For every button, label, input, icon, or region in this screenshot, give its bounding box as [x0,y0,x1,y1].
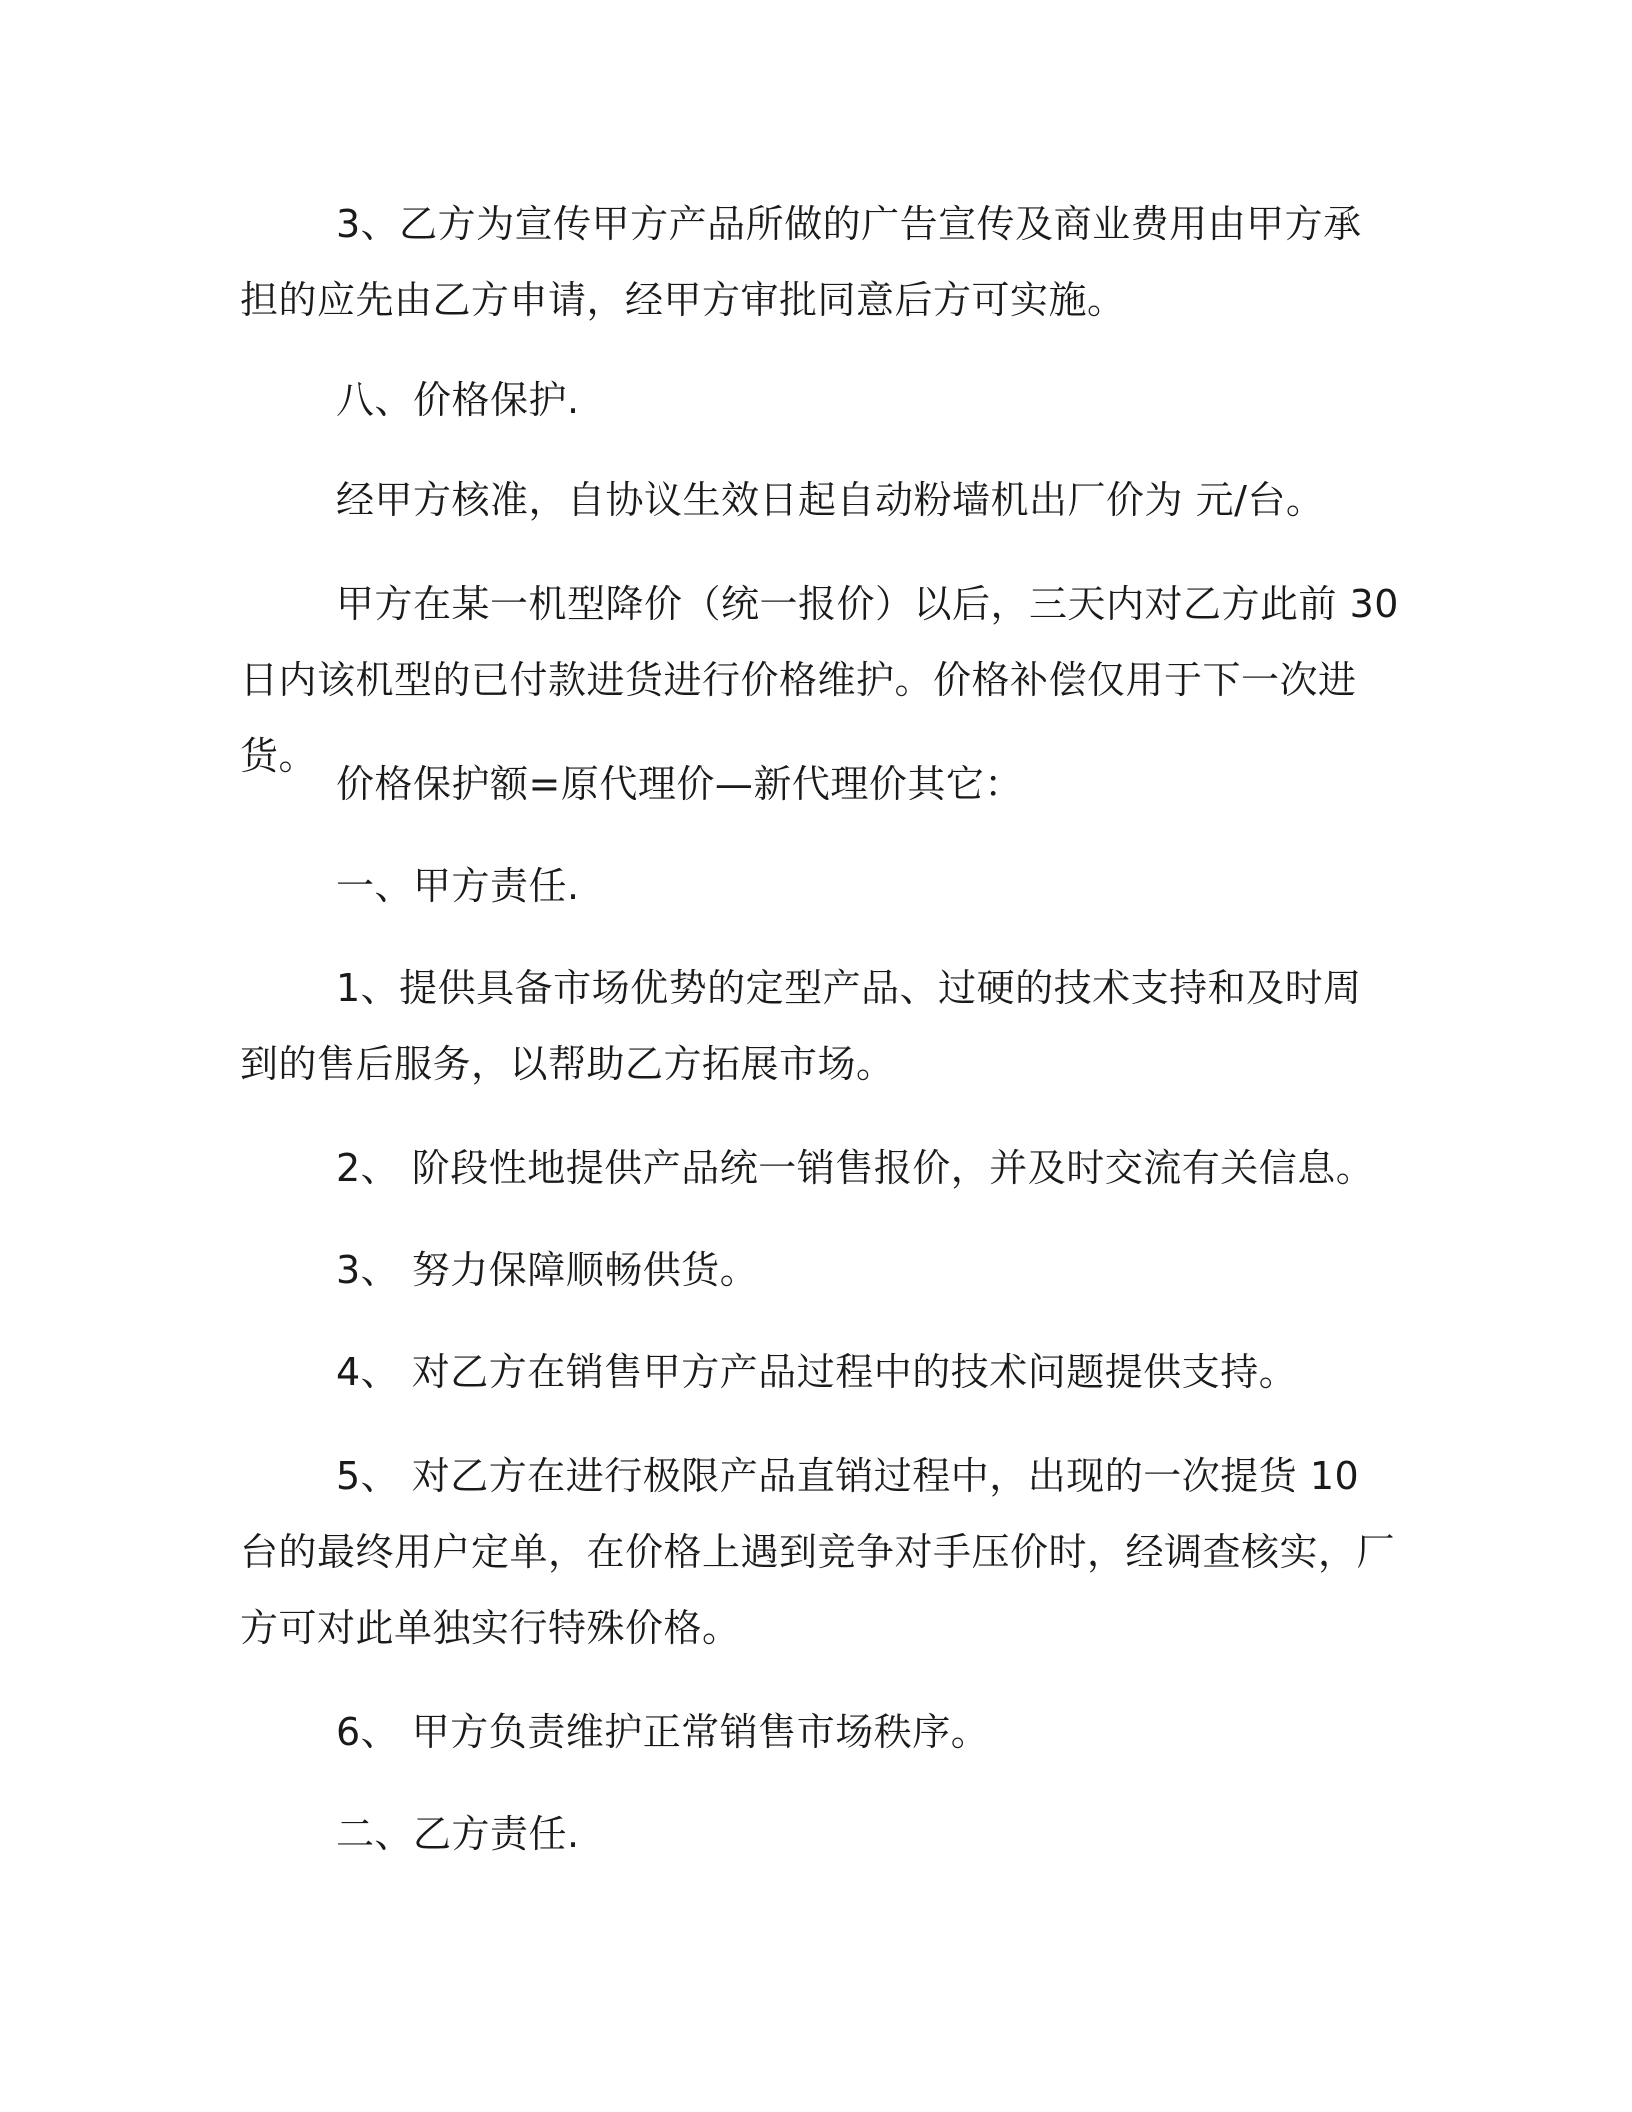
heading-party-b-responsibility: 二、乙方责任. [336,1812,580,1856]
paragraph-price-protection-formula: 价格保护额=原代理价—新代理价其它： [336,762,1023,806]
paragraph-a-item-2: 2、 阶段性地提供产品统一销售报价，并及时交流有关信息。 [336,1146,1375,1190]
paragraph-advertising-cost: 3、乙方为宣传甲方产品所做的广告宣传及商业费用由甲方承担的应先由乙方申请，经甲方审批同意后方可实施。 [240,202,1362,322]
paragraph-a-item-5: 5、 对乙方在进行极限产品直销过程中，出现的一次提货 10 台的最终用户定单，在价格上遇到竞争对手压价时，经调查核实，厂方可对此单独实行特殊价格。 [240,1454,1396,1650]
paragraph-factory-price: 经甲方核准，自协议生效日起自动粉墙机出厂价为 元/台。 [336,478,1325,522]
heading-price-protection: 八、价格保护. [336,378,580,422]
paragraph-a-item-6: 6、 甲方负责维护正常销售市场秩序。 [336,1710,990,1754]
paragraph-a-item-1: 1、提供具备市场优势的定型产品、过硬的技术支持和及时周到的售后服务，以帮助乙方拓展市场。 [240,966,1362,1086]
heading-party-a-responsibility: 一、甲方责任. [336,864,580,908]
paragraph-a-item-4: 4、 对乙方在销售甲方产品过程中的技术问题提供支持。 [336,1350,1298,1394]
paragraph-price-maintenance: 甲方在某一机型降价（统一报价）以后，三天内对乙方此前 30日内该机型的已付款进货进行价格维护。价格补偿仅用于下一次进货。 [240,582,1399,778]
paragraph-a-item-3: 3、 努力保障顺畅供货。 [336,1248,759,1292]
